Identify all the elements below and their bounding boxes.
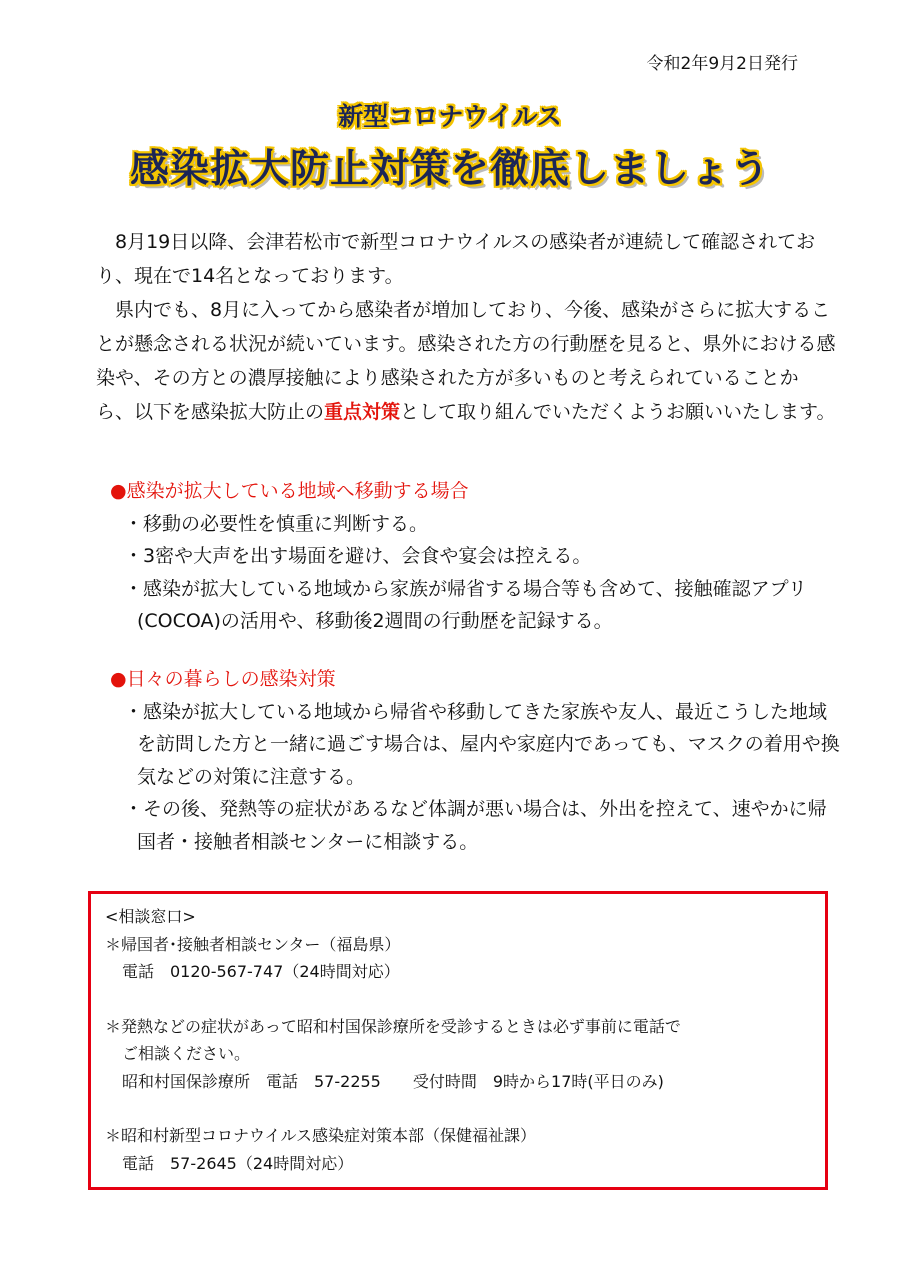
list-item: ・感染が拡大している地域から帰省や移動してきた家族や友人、最近こうした地域を訪問した方と一緒に過ごす場合は、屋内や家庭内であっても、マスクの着用や換気などの対策に注意する。 (124, 700, 840, 788)
list-item: ・その後、発熱等の症状があるなど体調が悪い場合は、外出を控えて、速やかに帰国者・接触者相談センターに相談する。 (124, 798, 827, 853)
contact-heading: <相談窓口> (105, 907, 196, 926)
contact-entry-text: ご相談ください。 (122, 1044, 251, 1063)
emphasis-key-measures: 重点対策 (324, 401, 401, 423)
section-heading-text: 日々の暮らしの感染対策 (126, 668, 336, 690)
contact-phone: 昭和村国保診療所 電話 57-2255 受付時間 9時から17時(平日のみ) (122, 1071, 664, 1091)
red-circle-bullet-icon: ● (110, 480, 127, 502)
title-line1: 新型コロナウイルス (338, 102, 562, 131)
intro-paragraph-1: 8月19日以降、会津若松市で新型コロナウイルスの感染者が連続して確認されており、現在で14名となっております。 (96, 231, 816, 287)
contact-phone: 電話 57-2645（24時間対応） (122, 1153, 354, 1173)
list-item: ・移動の必要性を慎重に判断する。 (124, 512, 429, 535)
contact-box-content (105, 903, 815, 1177)
intro-p2-text: 県内でも、8月に入ってから感染者が増加しており、今後、感染がさらに拡大することが懸念される状況が続いています。感染された方の行動歴を見ると、県外における感染や、その方との濃厚接触により感染された方が多いものと考えられていることから、以下を感染拡大防止の (96, 299, 836, 423)
intro-paragraph-2 (96, 293, 836, 429)
section-travel (110, 475, 840, 638)
section-heading-text: 感染が拡大している地域へ移動する場合 (126, 480, 469, 502)
section-heading (110, 475, 840, 508)
section-heading (110, 663, 840, 696)
title-line2: 感染拡大防止対策を徹底しましょう (129, 147, 770, 192)
intro-text (96, 225, 836, 429)
contact-entry-text: ＊発熱などの症状があって昭和村国保診療所を受診するときは必ず事前に電話で (105, 1016, 681, 1036)
contact-entry-name: ＊帰国者･接触者相談センター（福島県） (105, 934, 401, 954)
list-item: ・3密や大声を出す場面を避け、会食や宴会は控える。 (124, 545, 592, 567)
red-circle-bullet-icon: ● (110, 668, 127, 690)
spacer (105, 1095, 815, 1122)
issue-date: 令和2年9月2日発行 (646, 54, 798, 74)
spacer (105, 986, 815, 1013)
contact-box (88, 891, 828, 1190)
intro-p2-text-end: として取り組んでいただくようお願いいたします。 (400, 401, 836, 423)
list-item: ・感染が拡大している地域から家族が帰省する場合等も含めて、接触確認アプリ(COCOA)の活用や、移動後2週間の行動歴を記録する。 (124, 577, 807, 632)
section-daily-life (110, 663, 840, 858)
contact-phone: 電話 0120-567-747（24時間対応） (122, 962, 400, 981)
contact-entry-name: ＊昭和村新型コロナウイルス感染症対策本部（保健福祉課） (105, 1126, 537, 1145)
